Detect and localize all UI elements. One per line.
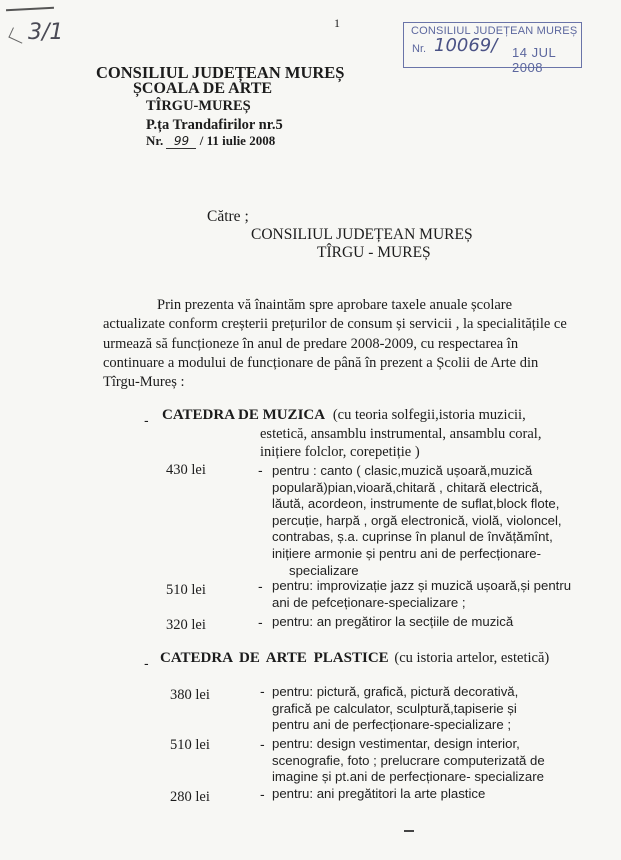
item-line: percuție, harpă , orgă electronică, violă, violoncel, [272,512,562,528]
item-line: pentru : canto ( clasic,muzică ușoară,muzică [272,463,533,478]
page-bottom-mark [404,830,414,832]
section-subtitle: (cu istoria artelor, estetică) [394,650,550,666]
header-nr-value: 99 [166,134,196,149]
stamp-title: CONSILIUL JUDEȚEAN MUREȘ [411,25,578,37]
intro-paragraph [103,296,581,392]
price-label: 380 lei [170,687,210,703]
item-line: pentru ani de perfecționare-specializare ; [272,717,511,733]
section-title-fine-arts [160,650,549,667]
registration-stamp [403,22,582,75]
intro-line: urmează să funcționeze în anul de predare 2008-2009, cu respectarea în [103,335,519,352]
addressee-line1: CONSILIUL JUDEȚEAN MUREȘ [251,226,473,243]
item-description [272,684,518,734]
price-label: 430 lei [166,462,206,478]
item-bullet: - [260,736,265,752]
stamp-nr-value: 10069/ [434,35,498,56]
item-line: pentru: improvizație jazz și muzică ușoară,și pentru [272,578,572,593]
intro-line: continuare a modului de funcționare de până în prezent a Școlii de Arte din [103,354,539,371]
section-subtitle: inițiere folclor, corepetiție ) [260,444,420,460]
section-bullet: - [144,655,149,671]
item-line: contrabas, ș.a. cuprinse în planul de învățămînt, [272,529,553,545]
item-description [272,614,513,631]
item-line: imagine și pt.ani de perfecționare- specializare [272,769,544,785]
item-line: ani de pefceționare-specializare ; [272,594,466,610]
addressee-line2: TÎRGU - MUREȘ [317,244,431,261]
header-registration-number [146,133,275,149]
header-nr-date: / 11 iulie 2008 [199,133,276,148]
section-title-text: CATEDRA DE ARTE PLASTICE [160,650,389,666]
header-nr-label: Nr. [146,133,164,148]
section-subtitle: estetică, ansamblu instrumental, ansamblu coral, [260,426,542,442]
item-line: inițiere armonie și pentru ani de perfecționare- [272,545,542,561]
item-line: pentru: ani pregătitori la arte plastice [272,786,486,801]
intro-line: Prin prezenta vă înaintăm spre aprobare taxele anuale școlare [157,297,513,313]
price-label: 510 lei [166,582,206,598]
intro-line: actualizate conform creșterii prețurilor de consum și servicii , la specialitățile ce [103,316,567,333]
item-line: specializare [289,562,359,578]
section-title-text: CATEDRA DE MUZICA [162,407,326,423]
page-number: 1 [334,16,340,30]
item-bullet: - [258,578,263,594]
item-description [272,463,562,579]
header-institution: CONSILIUL JUDEȚEAN MUREȘ [96,63,345,82]
item-line: scenografie, foto ; prelucrare computerizată de [272,752,545,768]
item-line: lăută, acordeon, instrumente de suflat,block flote, [272,496,560,512]
stamp-date: 14 JUL 2008 [512,45,556,75]
section-title-music [162,407,526,424]
item-bullet: - [260,683,265,699]
handwritten-mark: 3/1 [28,20,64,45]
item-line: pentru: pictură, grafică, pictură decorativă, [272,684,519,699]
addressee-label: Către ; [207,208,249,225]
item-line: populară)pian,vioară,chitară , chitară electrică, [272,479,543,495]
header-address: P.ța Trandafirilor nr.5 [146,117,283,133]
item-description [272,736,545,786]
item-line: pentru: design vestimentar, design interior, [272,736,520,751]
section-bullet: - [144,412,149,428]
price-label: 510 lei [170,737,210,753]
handwritten-underline [6,7,54,12]
item-bullet: - [258,614,263,630]
handwritten-scribble [8,27,26,43]
header-city: TÎRGU-MUREȘ [146,98,251,114]
price-label: 280 lei [170,789,210,805]
item-bullet: - [258,462,263,478]
intro-line: Tîrgu-Mureș : [103,374,185,391]
item-description [272,786,485,803]
item-line: grafică pe calculator, sculptură,tapiserie și [272,700,517,716]
item-line: pentru: an pregătiror la secțiile de muzică [272,614,514,629]
item-description [272,578,571,611]
header-school: ȘCOALA DE ARTE [133,80,273,97]
section-subtitle: (cu teoria solfegii,istoria muzicii, [332,407,526,423]
item-bullet: - [260,786,265,802]
price-label: 320 lei [166,617,206,633]
stamp-nr-label: Nr. [412,43,427,55]
